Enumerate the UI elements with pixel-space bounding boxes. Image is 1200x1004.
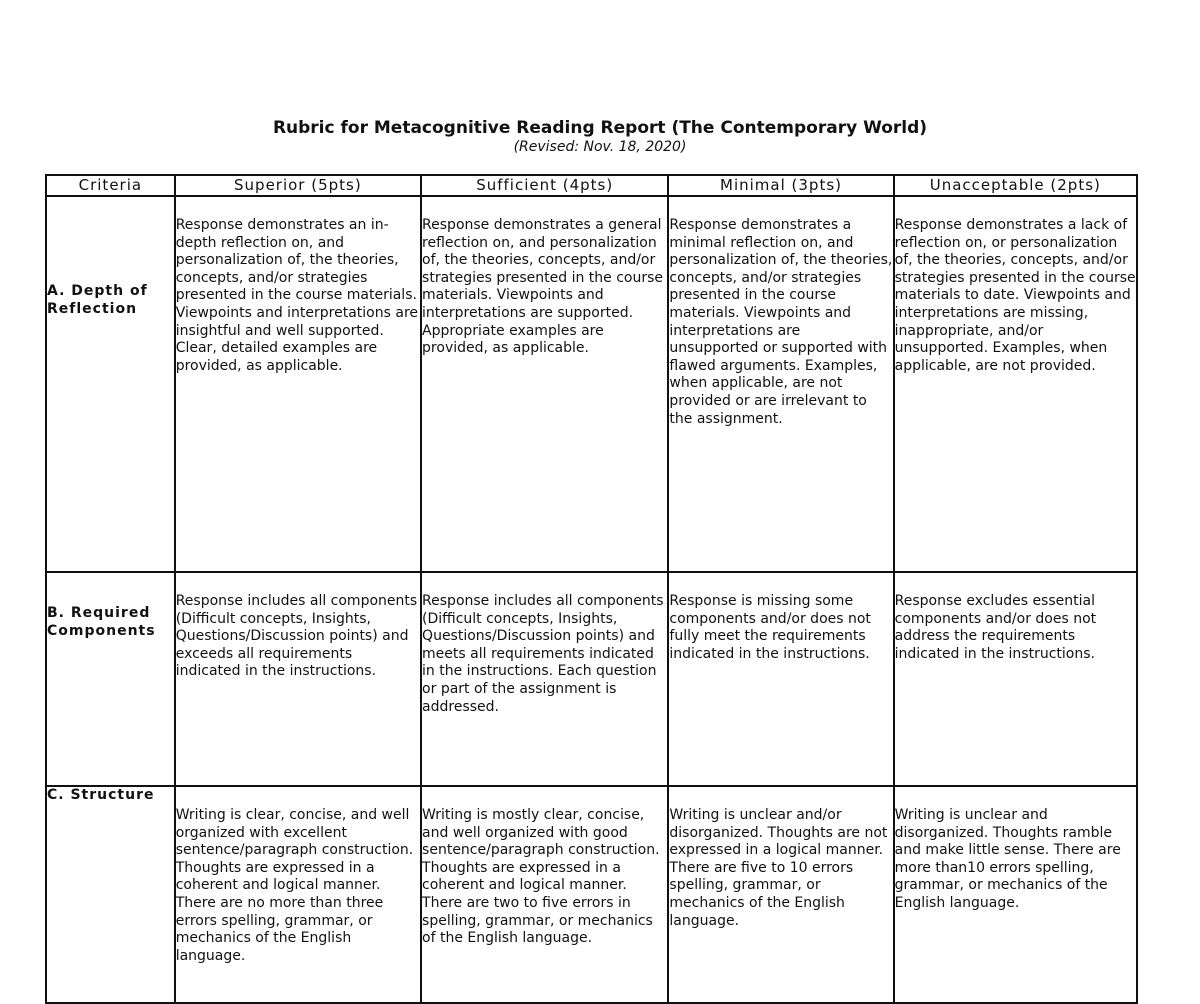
cell-structure-minimal: Writing is unclear and/or disorganized. Thoughts are not expressed in a logical manner. There are five to 10 errors spelling, grammar, or mechanics of the English language. xyxy=(668,786,893,1003)
table-row xyxy=(46,786,1137,1003)
cell-depth-sufficient: Response demonstrates a general reflection on, and personalization of, the theories, concepts, and/or strategies presented in the course materials. Viewpoints and interpretations are supported. Appropriate examples are provided, as applicable. xyxy=(421,196,668,572)
header-minimal: Minimal (3pts) xyxy=(668,175,893,196)
header-row xyxy=(46,175,1137,196)
document-title: Rubric for Metacognitive Reading Report (The Contemporary World) xyxy=(272,118,928,138)
criterion-required-components: B. Required Components xyxy=(46,572,175,786)
document-subtitle: (Revised: Nov. 18, 2020) xyxy=(513,139,687,155)
cell-structure-sufficient: Writing is mostly clear, concise, and well organized with good sentence/paragraph construction. Thoughts are expressed in a coherent and logical manner. There are two to five errors in spelling, grammar, or mechanics of the English language. xyxy=(421,786,668,1003)
cell-components-superior: Response includes all components (Difficult concepts, Insights, Questions/Discussion points) and exceeds all requirements indicated in the instructions. xyxy=(175,572,421,786)
cell-components-sufficient: Response includes all components (Difficult concepts, Insights, Questions/Discussion points) and meets all requirements indicated in the instructions. Each question or part of the assignment is addressed. xyxy=(421,572,668,786)
criterion-structure: C. Structure xyxy=(46,786,175,1003)
rubric-table xyxy=(45,174,1138,1004)
cell-depth-minimal: Response demonstrates a minimal reflection on, and personalization of, the theories, concepts, and/or strategies presented in the course materials. Viewpoints and interpretations are unsupported or supported with flawed arguments. Examples, when applicable, are not provided or are irrelevant to the assignment. xyxy=(668,196,893,572)
cell-depth-superior: Response demonstrates an in-depth reflection on, and personalization of, the theories, concepts, and/or strategies presented in the course materials. Viewpoints and interpretations are insightful and well supported. Clear, detailed examples are provided, as applicable. xyxy=(175,196,421,572)
cell-depth-unacceptable: Response demonstrates a lack of reflection on, or personalization of, the theories, concepts, and/or strategies presented in the course materials to date. Viewpoints and interpretations are missing, inappropriate, and/or unsupported. Examples, when applicable, are not provided. xyxy=(894,196,1137,572)
header-sufficient: Sufficient (4pts) xyxy=(421,175,668,196)
table-row xyxy=(46,196,1137,572)
header-superior: Superior (5pts) xyxy=(175,175,421,196)
criterion-depth-of-reflection: A. Depth of Reflection xyxy=(46,196,175,572)
cell-components-minimal: Response is missing some components and/or does not fully meet the requirements indicated in the instructions. xyxy=(668,572,893,786)
cell-structure-unacceptable: Writing is unclear and disorganized. Thoughts ramble and make little sense. There are more than10 errors spelling, grammar, or mechanics of the English language. xyxy=(894,786,1137,1003)
header-unacceptable: Unacceptable (2pts) xyxy=(894,175,1137,196)
cell-structure-superior: Writing is clear, concise, and well organized with excellent sentence/paragraph construction. Thoughts are expressed in a coherent and logical manner. There are no more than three errors spelling, grammar, or mechanics of the English language. xyxy=(175,786,421,1003)
header-criteria: Criteria xyxy=(46,175,175,196)
cell-components-unacceptable: Response excludes essential components and/or does not address the requirements indicated in the instructions. xyxy=(894,572,1137,786)
table-row xyxy=(46,572,1137,786)
